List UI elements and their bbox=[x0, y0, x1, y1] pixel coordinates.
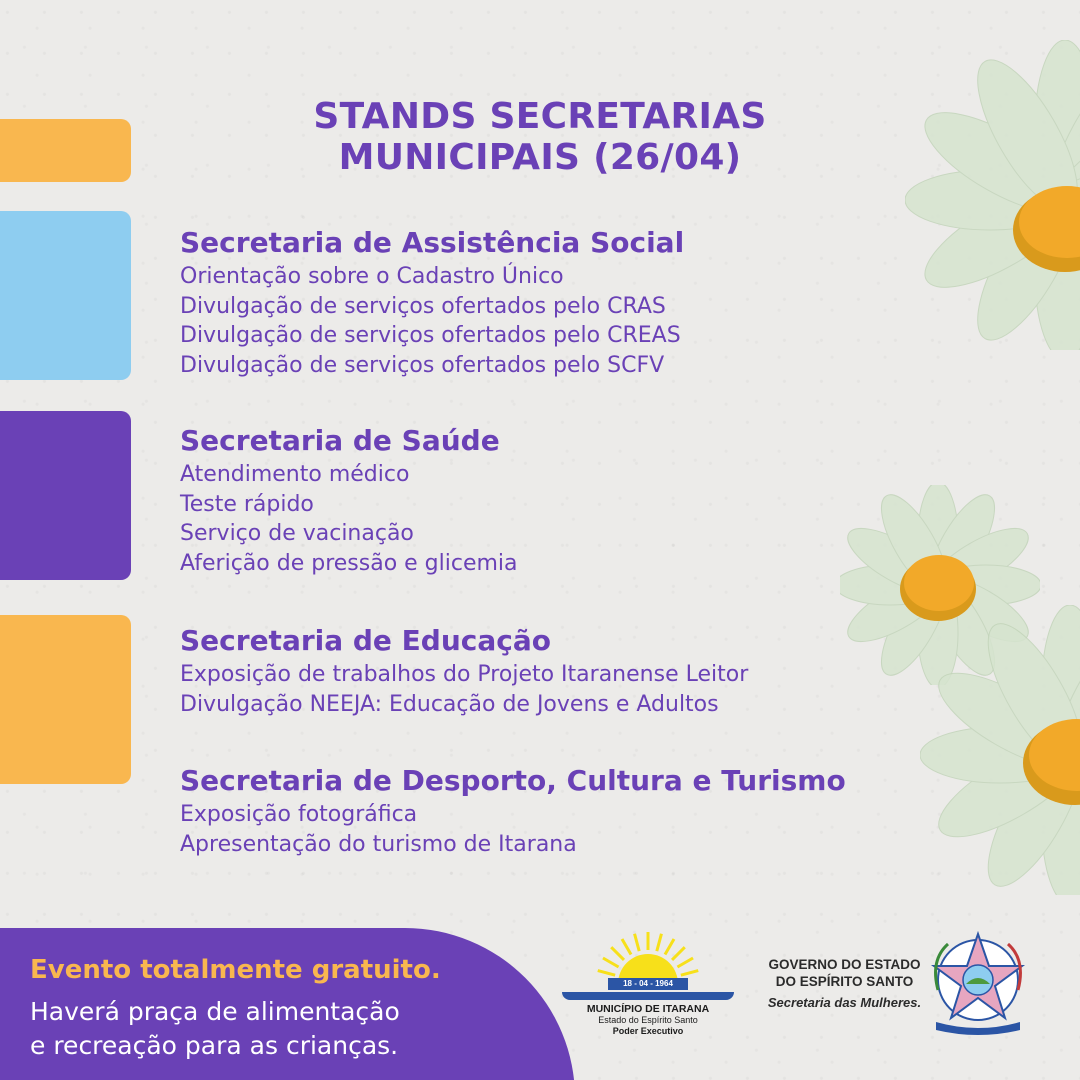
government-line-2: DO ESPÍRITO SANTO bbox=[775, 974, 914, 989]
list-item: Divulgação NEEJA: Educação de Jovens e Adultos bbox=[180, 691, 719, 717]
itarana-name: MUNICÍPIO DE ITARANA bbox=[586, 1003, 710, 1015]
section-list bbox=[180, 800, 846, 859]
decor-bar-blue bbox=[0, 211, 131, 380]
government-logo-text bbox=[752, 956, 937, 1012]
section-list bbox=[180, 460, 518, 578]
list-item: Aferição de pressão e glicemia bbox=[180, 550, 518, 576]
free-event-label: Evento totalmente gratuito. bbox=[30, 955, 441, 985]
page-title bbox=[240, 96, 840, 178]
footer-info-line-1: Haverá praça de alimentação bbox=[30, 997, 400, 1026]
itarana-state: Estado do Espírito Santo bbox=[598, 1015, 698, 1025]
list-item: Atendimento médico bbox=[180, 462, 410, 487]
footer-info-text bbox=[30, 995, 550, 1063]
list-item: Divulgação de serviços ofertados pelo CRAS bbox=[180, 293, 666, 319]
section-heading: Secretaria de Saúde bbox=[180, 424, 500, 457]
section-heading: Secretaria de Desporto, Cultura e Turismo bbox=[180, 764, 846, 797]
list-item: Divulgação de serviços ofertados pelo CREAS bbox=[180, 323, 681, 348]
itarana-logo bbox=[558, 924, 738, 1044]
section-educacao bbox=[180, 624, 748, 719]
page-title-line-1: STANDS SECRETARIAS bbox=[313, 96, 767, 137]
section-saude bbox=[180, 424, 518, 578]
state-seal-icon bbox=[928, 930, 1028, 1038]
list-item: Apresentação do turismo de Itarana bbox=[180, 831, 577, 857]
section-assistencia-social bbox=[180, 226, 684, 380]
list-item: Orientação sobre o Cadastro Único bbox=[180, 264, 564, 289]
itarana-wave-band bbox=[562, 992, 734, 1000]
government-line-1: GOVERNO DO ESTADO bbox=[768, 957, 921, 972]
section-desporto-cultura-turismo bbox=[180, 764, 846, 859]
itarana-branch: Poder Executivo bbox=[612, 1026, 684, 1036]
decor-bar-orange-bottom bbox=[0, 615, 131, 784]
list-item: Exposição fotográfica bbox=[180, 802, 418, 827]
secretariat-label: Secretaria das Mulheres. bbox=[767, 995, 922, 1010]
decor-bar-orange-top bbox=[0, 119, 131, 182]
itarana-date-band: 18 - 04 - 1964 bbox=[608, 978, 688, 990]
daisy-icon-bottom bbox=[920, 605, 1080, 895]
section-heading: Secretaria de Educação bbox=[180, 624, 551, 657]
list-item: Serviço de vacinação bbox=[180, 521, 414, 546]
daisy-icon-top bbox=[905, 40, 1080, 350]
decor-bar-purple bbox=[0, 411, 131, 580]
list-item: Exposição de trabalhos do Projeto Itaranense Leitor bbox=[180, 662, 749, 687]
page-title-line-2: MUNICIPAIS (26/04) bbox=[338, 137, 742, 178]
section-list bbox=[180, 660, 748, 719]
section-list bbox=[180, 262, 684, 380]
footer-info-line-2: e recreação para as crianças. bbox=[30, 1031, 399, 1060]
section-heading: Secretaria de Assistência Social bbox=[180, 226, 685, 259]
list-item: Teste rápido bbox=[180, 491, 314, 517]
list-item: Divulgação de serviços ofertados pelo SCFV bbox=[180, 352, 665, 378]
